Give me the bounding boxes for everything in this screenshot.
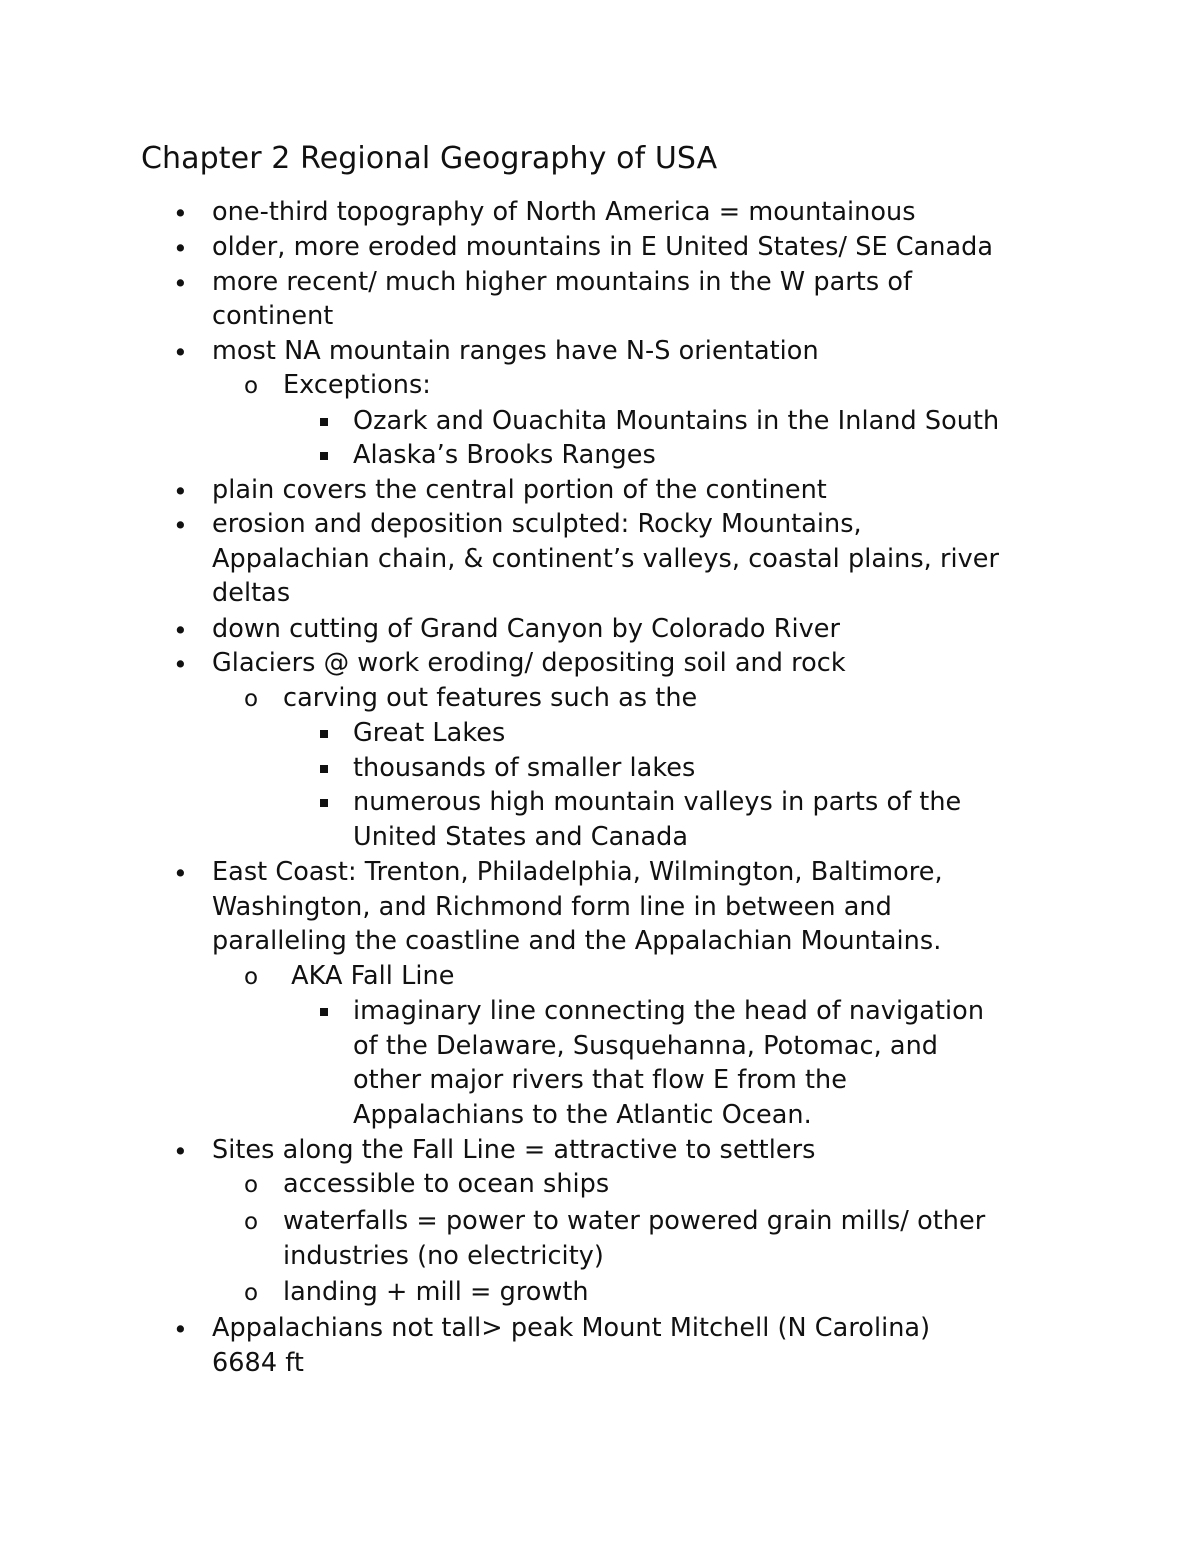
sub-sub-item-text: Alaska’s Brooks Ranges [353,440,656,470]
bullet-square [320,765,328,773]
bullet-disc: • [173,477,188,506]
list-item-text: Sites along the Fall Line = attractive to settlers [212,1135,816,1165]
bullet-disc: • [173,511,188,540]
sub-sub-item-text: United States and Canada [353,822,689,852]
sub-sub-item-text: of the Delaware, Susquehanna, Potomac, and [353,1031,939,1061]
bullet-square [320,452,328,460]
bullet-disc: • [173,199,188,228]
list-item-text: down cutting of Grand Canyon by Colorado River [212,614,841,644]
bullet-circle: o [244,373,259,399]
sub-sub-item-text: numerous high mountain valleys in parts of the [353,787,962,817]
sub-item-text: waterfalls = power to water powered grain mills/ other [283,1206,986,1236]
list-item-text: plain covers the central portion of the continent [212,475,827,505]
list-item-text: most NA mountain ranges have N-S orientation [212,336,819,366]
list-item-text: continent [212,301,334,331]
bullet-circle: o [244,1209,259,1235]
list-item-text: one-third topography of North America = mountainous [212,197,916,227]
sub-sub-item-text: Ozark and Ouachita Mountains in the Inland South [353,406,1000,436]
sub-sub-item-text: Great Lakes [353,718,506,748]
list-item-text: East Coast: Trenton, Philadelphia, Wilmington, Baltimore, [212,857,943,887]
list-item-text: more recent/ much higher mountains in the W parts of [212,267,913,297]
bullet-disc: • [173,1137,188,1166]
bullet-disc: • [173,616,188,645]
bullet-square [320,730,328,738]
bullet-square [320,418,328,426]
bullet-disc: • [173,269,188,298]
bullet-disc: • [173,234,188,263]
bullet-circle: o [244,964,259,990]
list-item-text: Appalachians not tall> peak Mount Mitchell (N Carolina) [212,1313,931,1343]
page-title: Chapter 2 Regional Geography of USA [141,141,718,176]
bullet-disc: • [173,650,188,679]
list-item-text: Appalachian chain, & continent’s valleys, coastal plains, river [212,544,1000,574]
list-item-text: deltas [212,578,291,608]
bullet-circle: o [244,1172,259,1198]
list-item-text: paralleling the coastline and the Appalachian Mountains. [212,926,942,956]
sub-item-text: accessible to ocean ships [283,1169,610,1199]
sub-item-text: Exceptions: [283,370,431,400]
sub-item-text: landing + mill = growth [283,1277,589,1307]
sub-sub-item-text: imaginary line connecting the head of navigation [353,996,985,1026]
sub-sub-item-text: other major rivers that flow E from the [353,1065,847,1095]
bullet-circle: o [244,686,259,712]
bullet-square [320,799,328,807]
sub-item-text: carving out features such as the [283,683,698,713]
list-item-text: older, more eroded mountains in E United States/ SE Canada [212,232,994,262]
bullet-disc: • [173,338,188,367]
sub-sub-item-text: Appalachians to the Atlantic Ocean. [353,1100,812,1130]
bullet-square [320,1008,328,1016]
list-item-text: Glaciers @ work eroding/ depositing soil and rock [212,648,846,678]
bullet-circle: o [244,1280,259,1306]
bullet-disc: • [173,859,188,888]
sub-sub-item-text: thousands of smaller lakes [353,753,696,783]
bullet-disc: • [173,1315,188,1344]
sub-item-text: AKA Fall Line [283,961,455,991]
list-item-text: 6684 ft [212,1348,304,1378]
sub-item-text: industries (no electricity) [283,1241,604,1271]
list-item-text: erosion and deposition sculpted: Rocky Mountains, [212,509,862,539]
list-item-text: Washington, and Richmond form line in between and [212,892,892,922]
